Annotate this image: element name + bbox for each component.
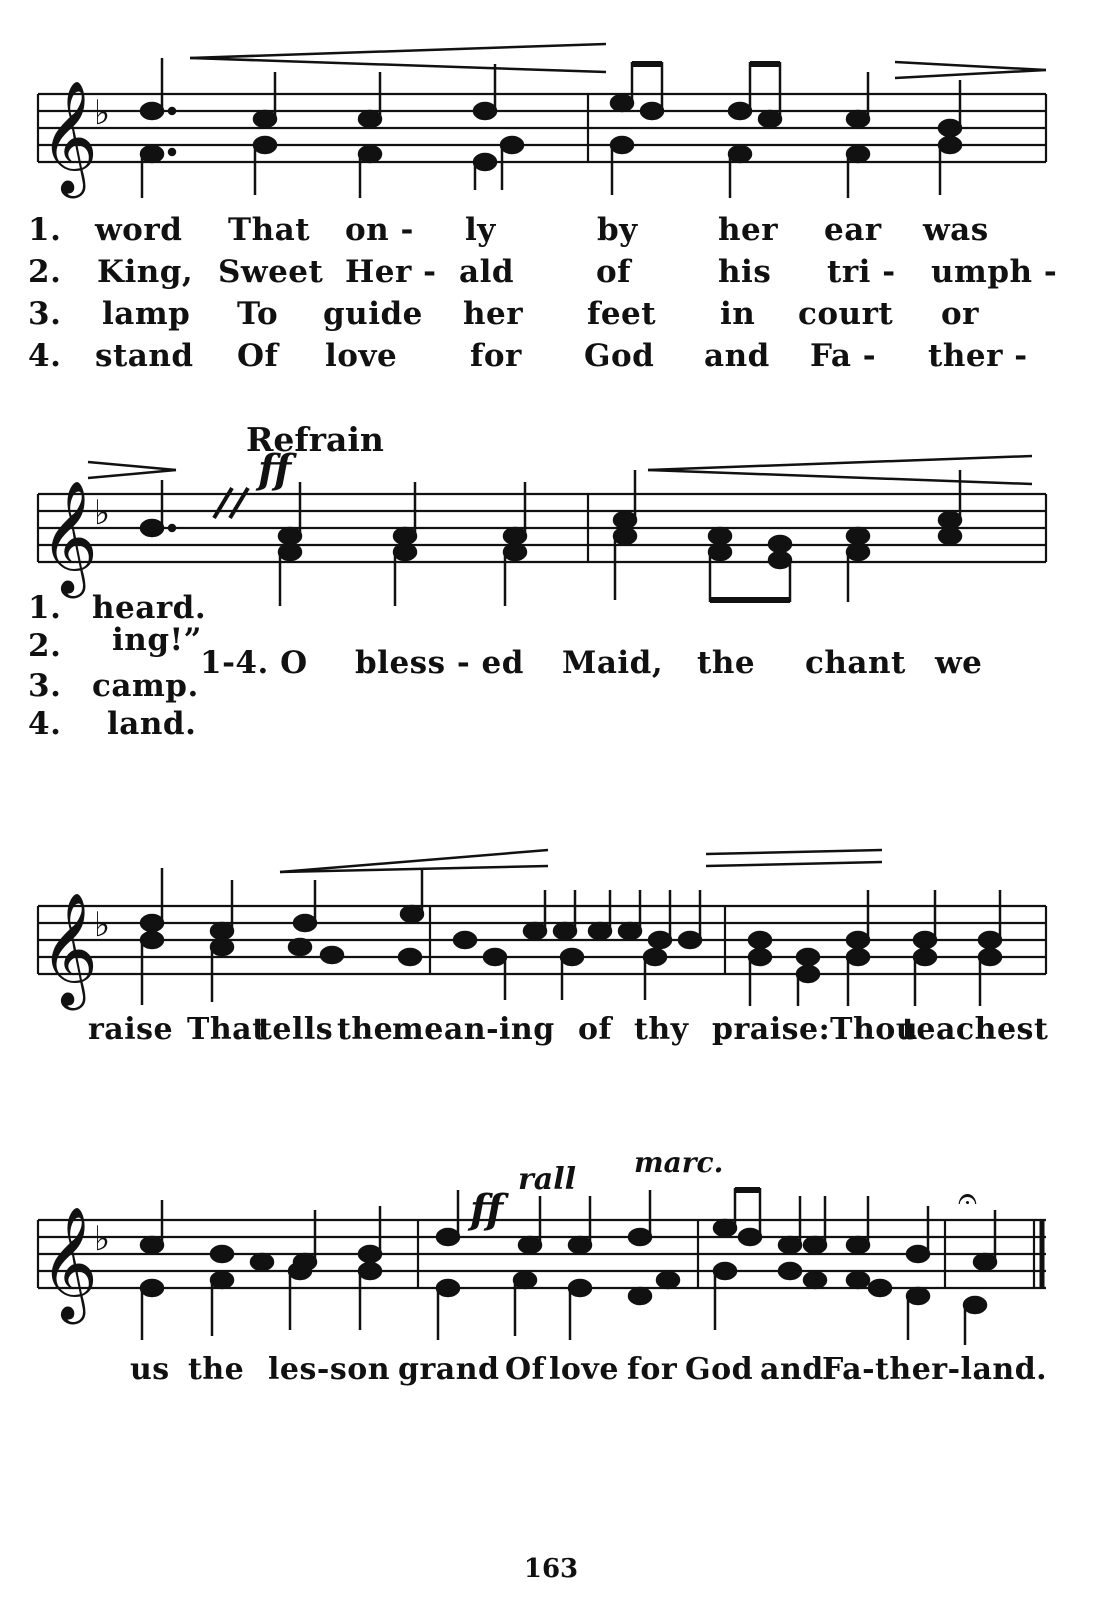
lyric-word: his (718, 254, 772, 290)
lyric-word: by (597, 212, 638, 248)
lyric-word: God (584, 338, 655, 374)
page-number: 163 (523, 1554, 579, 1584)
lyric-word: land. (107, 706, 197, 742)
verse-number: 3. (28, 296, 62, 332)
staff-system-3 (0, 810, 1102, 1010)
lyric-word: That (228, 212, 311, 248)
lyric-word: her (463, 296, 524, 332)
lyric-word: love (325, 338, 398, 374)
lyric-word: stand (95, 338, 194, 374)
lyric-word: ly (465, 212, 496, 248)
lyric-word: for (627, 1352, 678, 1387)
lyric-word: tri - (827, 254, 896, 290)
lyric-word: Fa-ther-land. (822, 1352, 1048, 1387)
lyric-word: raise (88, 1012, 174, 1047)
lyric-word: ing!” (112, 622, 202, 658)
lyric-word: Sweet (218, 254, 324, 290)
lyric-word: feet (587, 296, 657, 332)
verse-number: 1. (28, 212, 62, 248)
flat-key-signature-icon: ♭ (94, 93, 111, 133)
refrain-label: Refrain (246, 420, 384, 459)
lyric-word: the (188, 1352, 245, 1387)
lyric-word: of (578, 1012, 612, 1047)
lyric-word: court (798, 296, 894, 332)
fortissimo-marking: ff (258, 446, 292, 493)
lyric-word: Her - (345, 254, 437, 290)
lyric-word: us (130, 1352, 170, 1387)
lyric-word: God (685, 1352, 754, 1387)
lyric-word: umph - (931, 254, 1058, 290)
lyric-word: guide (323, 296, 423, 332)
lyric-word: the (697, 645, 756, 681)
lyric-word: for (470, 338, 522, 374)
lyric-word: 1-4. O (200, 645, 308, 681)
treble-clef-icon: 𝄞 (40, 892, 98, 1006)
lyric-word: praise:Thou (712, 1012, 919, 1047)
lyric-word: her (718, 212, 779, 248)
lyric-word: That (187, 1012, 267, 1047)
verse-number: 2. (28, 254, 62, 290)
lyric-word: camp. (92, 668, 199, 704)
flat-key-signature-icon: ♭ (94, 905, 111, 945)
marcato-marking: marc. (634, 1146, 724, 1179)
lyric-word: we (935, 645, 983, 681)
lyric-word: on - (345, 212, 414, 248)
lyric-word: Of (237, 338, 279, 374)
refrain-lyrics (0, 645, 1102, 685)
rallentando-marking: rall (518, 1162, 577, 1197)
verse-4-lyrics (0, 338, 1102, 378)
lyric-word: love (549, 1352, 619, 1387)
lyric-word: chant (805, 645, 906, 681)
verse-number: 4. (28, 338, 62, 374)
verse-number: 4. (28, 706, 62, 742)
lyric-word: word (95, 212, 183, 248)
lyric-word: Maid, (562, 645, 664, 681)
lyric-word: To (237, 296, 279, 332)
lyric-word: ther - (928, 338, 1028, 374)
treble-clef-icon: 𝄞 (40, 80, 98, 194)
lyric-word: in (720, 296, 756, 332)
lyric-word: teachest (902, 1012, 1049, 1047)
treble-clef-icon: 𝄞 (40, 480, 98, 594)
lyric-word: grand (398, 1352, 500, 1387)
lyric-word: the (337, 1012, 394, 1047)
lyric-word: thy (634, 1012, 689, 1047)
lyric-word: ald (459, 254, 515, 290)
lyric-word: Of (505, 1352, 546, 1387)
treble-clef-icon: 𝄞 (40, 1206, 98, 1320)
lyric-word: and (704, 338, 770, 374)
flat-key-signature-icon: ♭ (94, 493, 111, 533)
lyric-word: of (596, 254, 632, 290)
verse-2-lyrics (0, 254, 1102, 294)
refrain-lyrics-line-2 (0, 1012, 1102, 1052)
lyric-word: ear (824, 212, 882, 248)
lyric-word: les-son (268, 1352, 391, 1387)
refrain-lyrics-line-3 (0, 1352, 1102, 1392)
staff-system-1 (0, 0, 1102, 200)
lyric-word: Fa - (810, 338, 877, 374)
fermata-icon: 𝄐 (958, 1179, 977, 1219)
fortissimo-marking: ff (470, 1186, 504, 1233)
verse-3-lyrics (0, 296, 1102, 336)
verse-number: 3. (28, 668, 62, 704)
lyric-word: King, (97, 254, 194, 290)
verse-1-lyrics (0, 212, 1102, 252)
lyric-word: and (760, 1352, 824, 1387)
lyric-word: or (941, 296, 980, 332)
lyric-word: was (923, 212, 989, 248)
lyric-word: tells (258, 1012, 334, 1047)
verse-number: 1. (28, 590, 62, 626)
lyric-word: heard. (92, 590, 207, 626)
flat-key-signature-icon: ♭ (94, 1219, 111, 1259)
lyric-word: bless - ed (355, 645, 524, 681)
lyric-word: lamp (102, 296, 191, 332)
verse-number: 2. (28, 628, 62, 664)
staff-system-4 (0, 1160, 1102, 1360)
lyric-word: mean-ing (392, 1012, 555, 1047)
